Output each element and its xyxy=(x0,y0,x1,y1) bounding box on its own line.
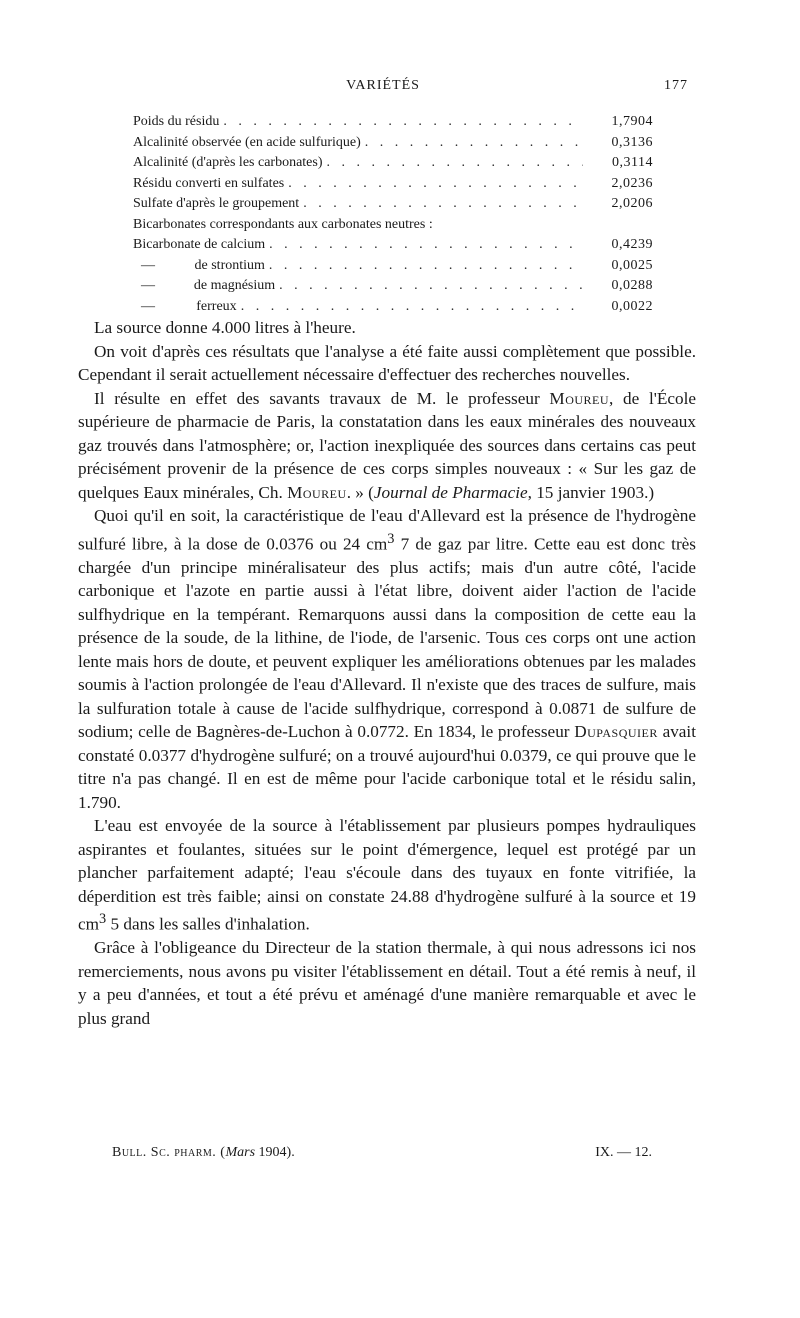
row-label: de strontium xyxy=(194,257,265,273)
journal-title: Journal de Pharmacie xyxy=(373,482,528,502)
paragraph: Grâce à l'obligeance du Directeur de la station thermale, à qui nous adressons ici nos remerciements, nous avons pu visiter l'établissement en détail. Tout a été remis à neuf, il y a peu d'années, et tout a été prévu et aménagé d'une manière remarquable et avec le plus grand xyxy=(78,938,696,1028)
table-row xyxy=(133,235,653,256)
leader-dots xyxy=(269,235,583,256)
row-label: Poids du résidu xyxy=(133,114,220,129)
footer-signature-mark: IX. — 12. xyxy=(595,1145,652,1160)
table-row xyxy=(133,112,653,133)
table-row xyxy=(133,153,653,174)
row-value: 0,3114 xyxy=(612,155,653,170)
page-number: 177 xyxy=(664,78,688,93)
analysis-table xyxy=(133,112,653,317)
row-label: Bicarbonate de calcium xyxy=(133,237,266,252)
author-name: Moureu xyxy=(287,482,347,502)
row-value: 1,7904 xyxy=(611,114,653,129)
author-name: Dupasquier xyxy=(574,722,658,742)
table-row xyxy=(133,133,653,154)
running-title: VARIÉTÉS xyxy=(346,78,420,93)
table-subheading: Bicarbonates correspondants aux carbonates neutres : xyxy=(133,216,433,232)
table-row xyxy=(133,297,653,318)
row-label: Sulfate d'après le groupement xyxy=(133,196,300,211)
row-value: 0,0022 xyxy=(611,298,653,314)
leader-dots xyxy=(241,297,583,318)
row-label: Alcalinité (d'après les carbonates) xyxy=(133,155,323,170)
paragraph: La source donne 4.000 litres à l'heure. xyxy=(94,318,356,337)
table-row xyxy=(133,194,653,215)
paragraph: Il résulte en effet des savants travaux de M. le professeur Moureu, de l'École supérieure de pharmacie de Paris, la constatation dans les eaux minérales des nouveaux gaz trouvés dans l'atmosphère; or, l'action inexpliquée des sources dans certains cas peut précisément provenir de la présence de ces corps simples nouveaux : « Sur les gaz de quelques Eaux minérales, Ch. Moureu. » (Journal de Pharmacie, 15 janvier 1903.) xyxy=(78,388,696,502)
ditto-dash: — xyxy=(141,278,155,293)
page-footer xyxy=(112,1145,652,1165)
table-row xyxy=(133,256,653,277)
row-value: 2,0236 xyxy=(611,175,653,191)
footer-citation: Bull. Sc. pharm. (Mars 1904). xyxy=(112,1145,295,1160)
row-label: Alcalinité observée (en acide sulfurique) xyxy=(133,134,361,150)
leader-dots xyxy=(223,112,583,133)
leader-dots xyxy=(279,276,583,297)
ditto-dash: — xyxy=(141,298,155,314)
paragraph: On voit d'après ces résultats que l'analyse a été faite aussi complètement que possible. Cependant il serait actuellement nécessaire d'effectuer des recherches nouvelles. xyxy=(78,341,696,384)
table-row xyxy=(133,174,653,195)
paragraph: L'eau est envoyée de la source à l'établissement par plusieurs pompes hydrauliques aspirantes et foulantes, situées sur le point d'émergence, lequel est protégé par un plancher parfaitement adapté; l'eau s'écoule dans des tuyaux en fonte vitrifiée, la déperdition est très faible; ainsi on constate 24.88 d'hydrogène sulfuré à la source et 19 $cm^3$ 5 dans les salles d'inhalation. xyxy=(78,816,696,934)
author-name: Moureu xyxy=(549,388,610,408)
leader-dots xyxy=(365,133,583,154)
leader-dots xyxy=(288,174,583,195)
row-label: Résidu converti en sulfates xyxy=(133,175,285,191)
row-label: de magnésium xyxy=(193,278,276,293)
row-value: 0,0288 xyxy=(611,278,653,293)
row-value: 0,3136 xyxy=(611,134,653,150)
leader-dots xyxy=(327,153,584,174)
leader-dots xyxy=(269,256,583,277)
row-value: 2,0206 xyxy=(611,196,653,211)
row-value: 0,0025 xyxy=(611,257,653,273)
row-value: 0,4239 xyxy=(611,237,653,252)
row-label: ferreux xyxy=(196,298,237,314)
body-text xyxy=(78,316,696,1030)
table-row xyxy=(133,276,653,297)
leader-dots xyxy=(303,194,583,215)
running-header xyxy=(78,78,688,98)
paragraph: Quoi qu'il en soit, la caractéristique de l'eau d'Allevard est la présence de l'hydrogène sulfuré libre, à la dose de 0.0376 ou 24 $cm^3$ 7 de gaz par litre. Cette eau est donc très chargée d'un principe minéralisateur des plus actifs; mais d'un autre côté, l'acide carbonique et l'azote en partie aussi à l'état libre, doivent aider l'action de l'acide sulfhydrique en la tempérant. Remarquons aussi dans la composition de cette eau la présence de la soude, de la lithine, de l'iode, de l'arsenic. Tous ces corps ont une action lente mais hors de doute, et peuvent expliquer les améliorations obtenues par les malades soumis à l'action prolongée de l'eau d'Allevard. Il n'existe que des traces de sulfure, mais la sulfuration totale à cause de l'acide sulfhydrique, correspond à 0.0871 de sulfure de sodium; celle de Bagnères-de-Luchon à 0.0772. En 1834, le professeur Dupasquier avait constaté 0.0377 d'hydrogène sulfuré; on a trouvé aujourd'hui 0.0379, ce qui prouve que le titre n'a pas changé. Il en est de même pour l'acide carbonique total et le résidu salin, 1.790. xyxy=(78,506,696,812)
ditto-dash: — xyxy=(141,257,155,273)
